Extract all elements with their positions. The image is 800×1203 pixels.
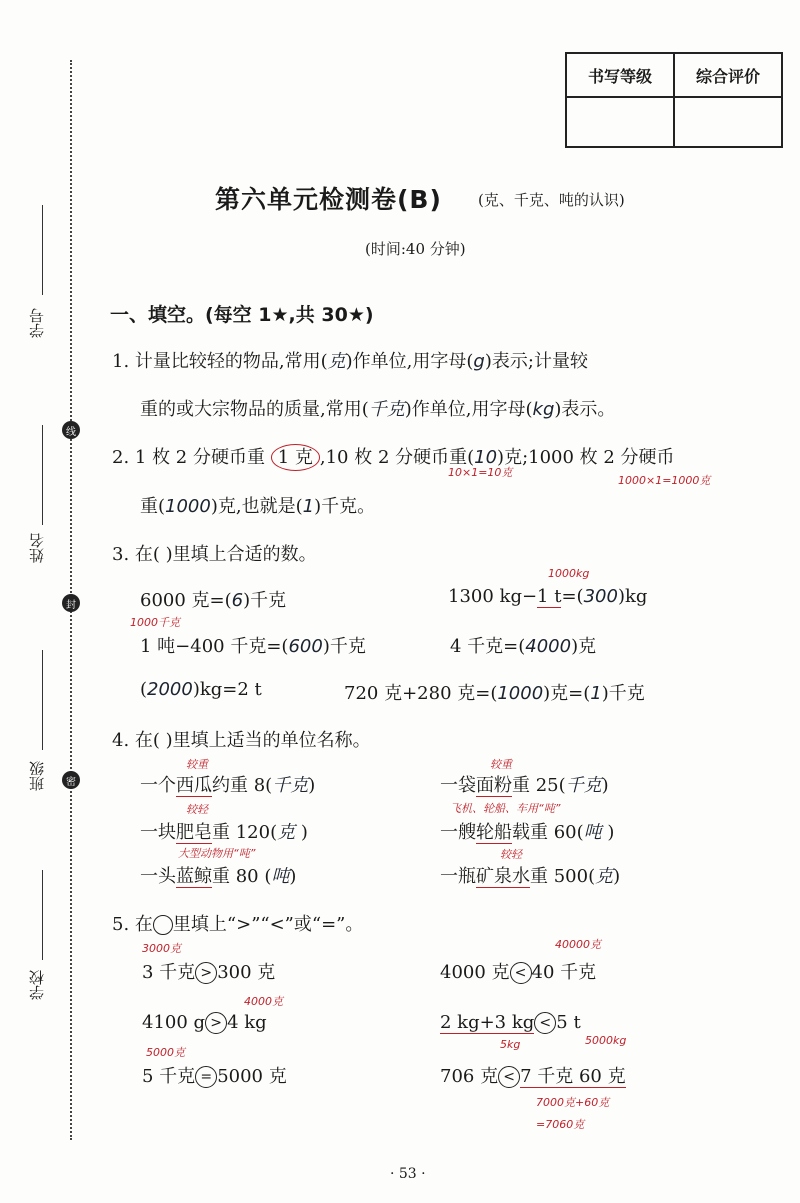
- q3-item-e: (2000)kg=2 t: [140, 679, 262, 700]
- q5-note-4b: 5000kg: [585, 1034, 627, 1047]
- q1-line2: 重的或大宗物品的质量,常用(千克)作单位,用字母(kg)表示。: [140, 399, 616, 420]
- q5-compare-1[interactable]: >: [195, 962, 217, 984]
- q3-note-b: 1000kg: [548, 567, 590, 580]
- q4-item-6: 一瓶矿泉水重 500(克): [440, 866, 621, 887]
- q4-note-6: 较轻: [500, 848, 522, 861]
- q4-note-2: 较重: [490, 758, 512, 771]
- q3-answer-f2[interactable]: 1: [590, 683, 602, 704]
- q3-answer-a[interactable]: 6: [231, 590, 244, 611]
- q2-circled-weight: 1 克: [271, 444, 320, 471]
- q5-item-4: 2 kg+3 kg < 5 t: [440, 1012, 581, 1033]
- class-line: [42, 650, 43, 750]
- binding-mark-feng: 封: [62, 594, 80, 612]
- writing-grade-cell[interactable]: [566, 97, 674, 147]
- q4-answer-4[interactable]: 吨: [583, 822, 602, 843]
- q3-heading: 3. 在( )里填上合适的数。: [112, 544, 317, 565]
- empty-circle-icon: [153, 915, 173, 935]
- q1-answer-3[interactable]: 千克: [368, 399, 405, 420]
- q4-note-1: 较重: [186, 758, 208, 771]
- name-label: 姓名: [28, 533, 46, 563]
- q4-answer-5[interactable]: 吨: [271, 866, 290, 887]
- q5-note-1: 3000克: [142, 942, 181, 955]
- q2-answer-2[interactable]: 1000: [165, 496, 211, 517]
- q5-note-6a: 7000克+60克: [536, 1096, 610, 1109]
- q3-answer-d[interactable]: 4000: [525, 636, 572, 657]
- q5-compare-5[interactable]: =: [195, 1066, 217, 1088]
- q4-item-2: 一袋面粉重 25(千克): [440, 775, 609, 796]
- q4-heading: 4. 在( )里填上适当的单位名称。: [112, 730, 371, 751]
- overall-evaluation-cell[interactable]: [674, 97, 782, 147]
- section-heading: 一、填空。(每空 1★,共 30★): [110, 304, 374, 326]
- q5-item-5: 5 千克 = 5000 克: [142, 1066, 287, 1087]
- q1-answer-2[interactable]: g: [473, 351, 485, 372]
- q5-note-5: 5000克: [146, 1046, 185, 1059]
- overall-evaluation-header: 综合评价: [674, 53, 782, 97]
- q3-item-a: 6000 克=(6)千克: [140, 590, 287, 611]
- q4-item-1: 一个西瓜约重 8(千克): [140, 775, 316, 796]
- q5-note-4a: 5kg: [500, 1038, 521, 1051]
- q2-line2: 重(1000)克,也就是(1)千克。: [140, 496, 376, 517]
- q5-compare-6[interactable]: <: [498, 1066, 520, 1088]
- q5-item-6: 706 克 < 7 千克 60 克: [440, 1066, 626, 1087]
- school-line: [42, 870, 43, 960]
- q1-answer-4[interactable]: kg: [532, 399, 555, 420]
- page-title: 第六单元检测卷(B): [215, 185, 442, 214]
- q2-answer-1[interactable]: 10: [474, 447, 498, 468]
- page-number: · 53 ·: [390, 1166, 426, 1182]
- q3-item-f: 720 克+280 克=(1000)克=(1)千克: [344, 683, 645, 704]
- q3-answer-b[interactable]: 300: [583, 586, 618, 607]
- q3-item-b: 1300 kg−1 t=(300)kg: [448, 586, 648, 607]
- q3-answer-c[interactable]: 600: [288, 636, 323, 657]
- q5-heading: 5. 在 里填上“>”“<”或“=”。: [112, 914, 364, 935]
- binding-mark-mi: 密: [62, 771, 80, 789]
- q5-compare-4[interactable]: <: [534, 1012, 556, 1034]
- q2-note-1: 10×1=10克: [448, 466, 513, 479]
- q3-answer-f1[interactable]: 1000: [497, 683, 544, 704]
- q2-note-2: 1000×1=1000克: [618, 474, 711, 487]
- q5-item-3: 4100 g > 4 kg: [142, 1012, 267, 1033]
- q4-note-4: 飞机、轮船、车用“吨”: [450, 802, 561, 815]
- school-label: 学校: [28, 970, 46, 1000]
- q4-note-5: 大型动物用“吨”: [178, 847, 256, 860]
- time-limit: (时间:40 分钟): [365, 240, 466, 258]
- q2-line1: 2. 1 枚 2 分硬币重 1 克 ,10 枚 2 分硬币重(10)克;1000 枚 2 分硬币: [112, 443, 675, 469]
- q4-answer-2[interactable]: 千克: [565, 775, 602, 796]
- q3-underlined-1t: 1 t: [537, 586, 562, 607]
- q4-item-4: 一艘轮船载重 60(吨 ): [440, 822, 615, 843]
- q3-note-c: 1000千克: [130, 616, 180, 629]
- q4-answer-3[interactable]: 克: [277, 822, 296, 843]
- q1-answer-1[interactable]: 克: [327, 351, 346, 372]
- student-number-label: 学号: [28, 308, 46, 338]
- class-label: 班级: [28, 761, 46, 791]
- q4-answer-1[interactable]: 千克: [272, 775, 309, 796]
- q2-answer-3[interactable]: 1: [302, 496, 315, 517]
- student-number-line: [42, 205, 43, 295]
- q5-item-1: 3 千克 > 300 克: [142, 962, 276, 983]
- q5-note-3: 4000克: [244, 995, 283, 1008]
- q3-item-d: 4 千克=(4000)克: [450, 636, 597, 657]
- page-subtitle: (克、千克、吨的认识): [478, 191, 625, 209]
- writing-grade-header: 书写等级: [566, 53, 674, 97]
- q5-compare-2[interactable]: <: [510, 962, 532, 984]
- q5-note-6b: =7060克: [536, 1118, 585, 1131]
- q3-answer-e[interactable]: 2000: [147, 679, 193, 700]
- q3-item-c: 1 吨−400 千克=(600)千克: [140, 636, 366, 657]
- q4-answer-6[interactable]: 克: [595, 866, 614, 887]
- name-line: [42, 425, 43, 525]
- q4-item-5: 一头蓝鲸重 80 (吨): [140, 866, 297, 887]
- q5-item-2: 4000 克 < 40 千克: [440, 962, 597, 983]
- grade-table: [565, 52, 783, 148]
- q4-note-3: 较轻: [186, 803, 208, 816]
- q5-compare-3[interactable]: >: [205, 1012, 227, 1034]
- q4-item-3: 一块肥皂重 120(克 ): [140, 822, 308, 843]
- binding-mark-xian: 线: [62, 421, 80, 439]
- q1-line1: 1. 计量比较轻的物品,常用(克)作单位,用字母(g)表示;计量较: [112, 351, 588, 372]
- q5-note-2: 40000克: [555, 938, 601, 951]
